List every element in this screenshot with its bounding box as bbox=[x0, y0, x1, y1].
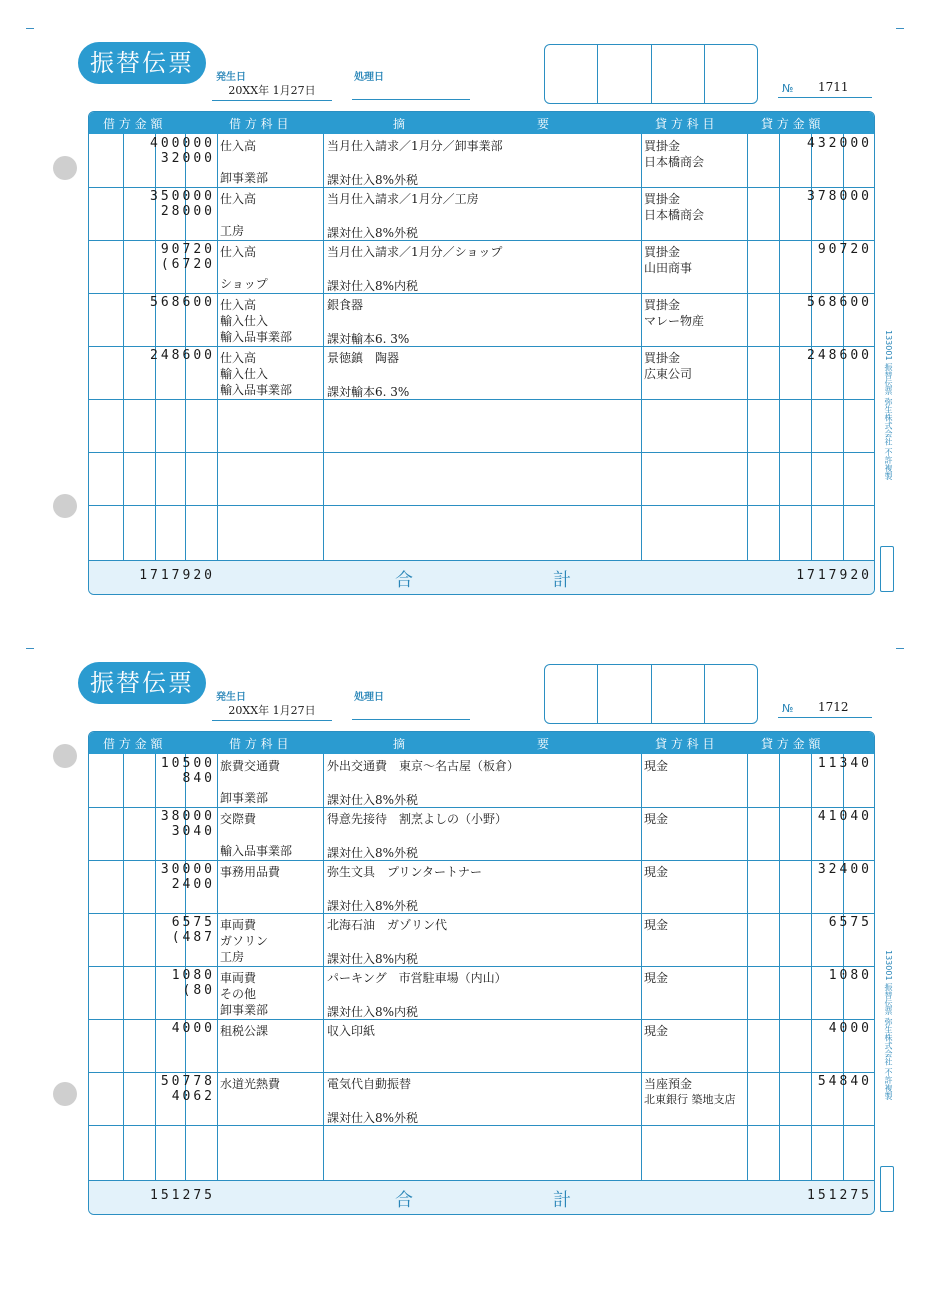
description-text: 課対輸本6. 3% bbox=[327, 332, 410, 346]
credit-account: 買掛金 bbox=[644, 245, 681, 259]
publisher-logo bbox=[880, 546, 894, 592]
total-label-left: 合 bbox=[395, 570, 413, 591]
slip-number-label: № bbox=[782, 82, 794, 95]
description-text: 課対輸本6. 3% bbox=[327, 385, 410, 399]
header-debit-account: 借 方 科 目 bbox=[229, 737, 289, 751]
debit-account: 仕入高 bbox=[220, 351, 257, 365]
debit-account: 水道光熱費 bbox=[220, 1077, 281, 1091]
header-description: 摘 要 bbox=[393, 737, 550, 751]
debit-account: 交際費 bbox=[220, 812, 257, 826]
debit-account: 輸入品事業部 bbox=[220, 330, 293, 344]
tax-amount: 32000 bbox=[160, 151, 215, 166]
debit-account: 仕入高 bbox=[220, 139, 257, 153]
binding-hole bbox=[53, 494, 77, 518]
table-header bbox=[89, 112, 874, 134]
slip-number-label: № bbox=[782, 702, 794, 715]
binding-hole bbox=[53, 1082, 77, 1106]
description-text: 課対仕入8%外税 bbox=[327, 899, 419, 913]
description-text: 課対仕入8%外税 bbox=[327, 226, 419, 240]
debit-account: 輸入仕入 bbox=[220, 367, 269, 381]
credit-account: 日本橋商会 bbox=[644, 208, 705, 222]
column-divider bbox=[155, 754, 156, 1214]
debit-amount: 350000 bbox=[150, 189, 215, 204]
occurrence-date-label: 発生日 bbox=[216, 692, 246, 703]
tax-amount: (487 bbox=[171, 930, 215, 945]
debit-account: 輸入品事業部 bbox=[220, 844, 293, 858]
description-text: 収入印紙 bbox=[327, 1024, 376, 1038]
credit-account: 広東公司 bbox=[644, 367, 693, 381]
header-credit-amount: 貸 方 金 額 bbox=[761, 737, 821, 751]
debit-account: 車両費 bbox=[220, 918, 257, 932]
credit-account: 買掛金 bbox=[644, 192, 681, 206]
publisher-logo bbox=[880, 1166, 894, 1212]
credit-account: 日本橋商会 bbox=[644, 155, 705, 169]
row-divider bbox=[89, 807, 874, 808]
header-credit-amount: 貸 方 金 額 bbox=[761, 117, 821, 131]
debit-amount: 568600 bbox=[150, 295, 215, 310]
debit-amount: 10500 bbox=[160, 756, 215, 771]
tax-amount: 4062 bbox=[171, 1089, 215, 1104]
description-text: パーキング 市営駐車場（内山） bbox=[327, 971, 507, 985]
debit-account: その他 bbox=[220, 987, 257, 1001]
processing-date-line bbox=[352, 719, 470, 720]
column-divider bbox=[123, 134, 124, 594]
transfer-slip-2 bbox=[0, 620, 931, 1240]
stamp-box bbox=[545, 45, 597, 103]
column-divider bbox=[811, 754, 812, 1214]
debit-account: 仕入高 bbox=[220, 298, 257, 312]
column-divider bbox=[641, 134, 642, 594]
total-row bbox=[89, 1180, 874, 1214]
row-divider bbox=[89, 1072, 874, 1073]
description-text: 北海石油 ガゾリン代 bbox=[327, 918, 448, 932]
description-text: 得意先接待 割烹よしの（小野） bbox=[327, 812, 508, 826]
tax-amount: (80 bbox=[182, 983, 215, 998]
stamp-box bbox=[651, 665, 704, 723]
row-divider bbox=[89, 913, 874, 914]
row-divider bbox=[89, 346, 874, 347]
credit-account: マレー物産 bbox=[644, 314, 705, 328]
column-divider bbox=[323, 754, 324, 1214]
stamp-box bbox=[597, 665, 650, 723]
journal-table bbox=[88, 111, 875, 595]
credit-account: 買掛金 bbox=[644, 139, 681, 153]
debit-amount: 4000 bbox=[171, 1021, 215, 1036]
description-text: 課対仕入8%外税 bbox=[327, 793, 419, 807]
credit-amount: 248600 bbox=[807, 348, 872, 363]
column-divider bbox=[123, 754, 124, 1214]
description-text: 課対仕入8%外税 bbox=[327, 846, 419, 860]
side-print-text: 133001 振替伝票 弥生株式会社 不許複製 bbox=[884, 950, 893, 1101]
column-divider bbox=[217, 134, 218, 594]
stamp-box bbox=[651, 45, 704, 103]
tax-amount: (6720 bbox=[160, 257, 215, 272]
tax-amount: 3040 bbox=[171, 824, 215, 839]
credit-amount: 41040 bbox=[817, 809, 872, 824]
credit-account: 買掛金 bbox=[644, 298, 681, 312]
column-divider bbox=[779, 134, 780, 594]
processing-date-label: 処理日 bbox=[354, 692, 384, 703]
header-debit-amount: 借 方 金 額 bbox=[103, 117, 163, 131]
debit-account: 輸入仕入 bbox=[220, 314, 269, 328]
debit-account: ショップ bbox=[220, 277, 268, 291]
debit-amount: 6575 bbox=[171, 915, 215, 930]
slip-number-line bbox=[778, 717, 872, 718]
slip-title: 振替伝票 bbox=[78, 662, 206, 704]
credit-account: 現金 bbox=[644, 812, 669, 826]
description-text: 当月仕入請求／1月分／卸事業部 bbox=[327, 139, 503, 153]
credit-amount: 378000 bbox=[807, 189, 872, 204]
slip-number-line bbox=[778, 97, 872, 98]
credit-amount: 54840 bbox=[817, 1074, 872, 1089]
debit-account: 輸入品事業部 bbox=[220, 383, 293, 397]
row-divider bbox=[89, 240, 874, 241]
row-divider bbox=[89, 505, 874, 506]
slip-number-value: 1712 bbox=[818, 700, 849, 714]
tax-amount: 2400 bbox=[171, 877, 215, 892]
column-divider bbox=[747, 754, 748, 1214]
debit-account: 仕入高 bbox=[220, 192, 257, 206]
debit-amount: 38000 bbox=[160, 809, 215, 824]
column-divider bbox=[217, 754, 218, 1214]
credit-account: 山田商事 bbox=[644, 261, 693, 275]
slip-number-value: 1711 bbox=[818, 80, 849, 94]
crop-mark bbox=[896, 28, 904, 29]
row-divider bbox=[89, 1125, 874, 1126]
table-header bbox=[89, 732, 874, 754]
row-divider bbox=[89, 1019, 874, 1020]
credit-amount: 32400 bbox=[817, 862, 872, 877]
column-divider bbox=[779, 754, 780, 1214]
total-credit: 1717920 bbox=[796, 568, 872, 583]
approval-stamp-boxes bbox=[544, 664, 758, 724]
description-text: 電気代自動振替 bbox=[327, 1077, 412, 1091]
stamp-box bbox=[545, 665, 597, 723]
credit-amount: 6575 bbox=[828, 915, 872, 930]
debit-amount: 248600 bbox=[150, 348, 215, 363]
debit-amount: 1080 bbox=[171, 968, 215, 983]
description-text: 課対仕入8%内税 bbox=[327, 952, 419, 966]
debit-account: 旅費交通費 bbox=[220, 759, 281, 773]
approval-stamp-boxes bbox=[544, 44, 758, 104]
description-text: 当月仕入請求／1月分／工房 bbox=[327, 192, 479, 206]
transfer-slip-1 bbox=[0, 0, 931, 620]
credit-amount: 432000 bbox=[807, 136, 872, 151]
description-text: 課対仕入8%内税 bbox=[327, 1005, 419, 1019]
debit-account: ガソリン bbox=[220, 934, 269, 948]
description-text: 課対仕入8%外税 bbox=[327, 1111, 419, 1125]
stamp-box bbox=[704, 45, 757, 103]
credit-account: 現金 bbox=[644, 918, 669, 932]
total-row bbox=[89, 560, 874, 594]
debit-account: 卸事業部 bbox=[220, 1003, 269, 1017]
side-print-text: 133001 振替伝票 弥生株式会社 不許複製 bbox=[884, 330, 893, 481]
row-divider bbox=[89, 966, 874, 967]
credit-amount: 4000 bbox=[828, 1021, 872, 1036]
description-text: 課対仕入8%外税 bbox=[327, 173, 419, 187]
description-text: 当月仕入請求／1月分／ショップ bbox=[327, 245, 503, 259]
binding-hole bbox=[53, 156, 77, 180]
tax-amount: 840 bbox=[182, 771, 215, 786]
column-divider bbox=[323, 134, 324, 594]
crop-mark bbox=[26, 648, 34, 649]
processing-date-line bbox=[352, 99, 470, 100]
description-text: 銀食器 bbox=[327, 298, 364, 312]
row-divider bbox=[89, 399, 874, 400]
occurrence-date-label: 発生日 bbox=[216, 72, 246, 83]
credit-amount: 90720 bbox=[817, 242, 872, 257]
credit-account: 現金 bbox=[644, 759, 669, 773]
credit-account: 現金 bbox=[644, 1024, 669, 1038]
row-divider bbox=[89, 452, 874, 453]
total-debit: 1717920 bbox=[139, 568, 215, 583]
slip-title: 振替伝票 bbox=[78, 42, 206, 84]
header-credit-account: 貸 方 科 目 bbox=[655, 737, 715, 751]
crop-mark bbox=[26, 28, 34, 29]
credit-amount: 568600 bbox=[807, 295, 872, 310]
header-debit-amount: 借 方 金 額 bbox=[103, 737, 163, 751]
debit-account: 車両費 bbox=[220, 971, 257, 985]
debit-account: 工房 bbox=[220, 950, 245, 964]
stamp-box bbox=[597, 45, 650, 103]
binding-hole bbox=[53, 744, 77, 768]
debit-account: 卸事業部 bbox=[220, 791, 269, 805]
description-text: 景徳鎮 陶器 bbox=[327, 351, 400, 365]
debit-amount: 400000 bbox=[150, 136, 215, 151]
credit-account: 北東銀行 築地支店 bbox=[644, 1093, 736, 1106]
crop-mark bbox=[896, 648, 904, 649]
header-debit-account: 借 方 科 目 bbox=[229, 117, 289, 131]
credit-account: 当座預金 bbox=[644, 1077, 693, 1091]
credit-amount: 1080 bbox=[828, 968, 872, 983]
header-credit-account: 貸 方 科 目 bbox=[655, 117, 715, 131]
total-label-right: 計 bbox=[553, 1190, 571, 1211]
occurrence-date-value: 20XX年 1月27日 bbox=[212, 702, 332, 721]
credit-account: 買掛金 bbox=[644, 351, 681, 365]
debit-account: 租税公課 bbox=[220, 1024, 269, 1038]
total-label-left: 合 bbox=[395, 1190, 413, 1211]
journal-table bbox=[88, 731, 875, 1215]
total-debit: 151275 bbox=[150, 1188, 215, 1203]
row-divider bbox=[89, 187, 874, 188]
tax-amount: 28000 bbox=[160, 204, 215, 219]
stamp-box bbox=[704, 665, 757, 723]
total-credit: 151275 bbox=[807, 1188, 872, 1203]
description-text: 課対仕入8%内税 bbox=[327, 279, 419, 293]
description-text: 外出交通費 東京～名古屋（板倉） bbox=[327, 759, 520, 773]
debit-amount: 90720 bbox=[160, 242, 215, 257]
header-description: 摘 要 bbox=[393, 117, 550, 131]
credit-account: 現金 bbox=[644, 865, 669, 879]
debit-amount: 30000 bbox=[160, 862, 215, 877]
processing-date-label: 処理日 bbox=[354, 72, 384, 83]
credit-amount: 11340 bbox=[817, 756, 872, 771]
credit-account: 現金 bbox=[644, 971, 669, 985]
column-divider bbox=[641, 754, 642, 1214]
debit-account: 卸事業部 bbox=[220, 171, 269, 185]
occurrence-date-value: 20XX年 1月27日 bbox=[212, 82, 332, 101]
total-label-right: 計 bbox=[553, 570, 571, 591]
description-text: 弥生文具 プリンタートナー bbox=[327, 865, 483, 879]
debit-amount: 50778 bbox=[160, 1074, 215, 1089]
column-divider bbox=[747, 134, 748, 594]
row-divider bbox=[89, 293, 874, 294]
row-divider bbox=[89, 860, 874, 861]
debit-account: 事務用品費 bbox=[220, 865, 281, 879]
debit-account: 工房 bbox=[220, 224, 245, 238]
debit-account: 仕入高 bbox=[220, 245, 257, 259]
